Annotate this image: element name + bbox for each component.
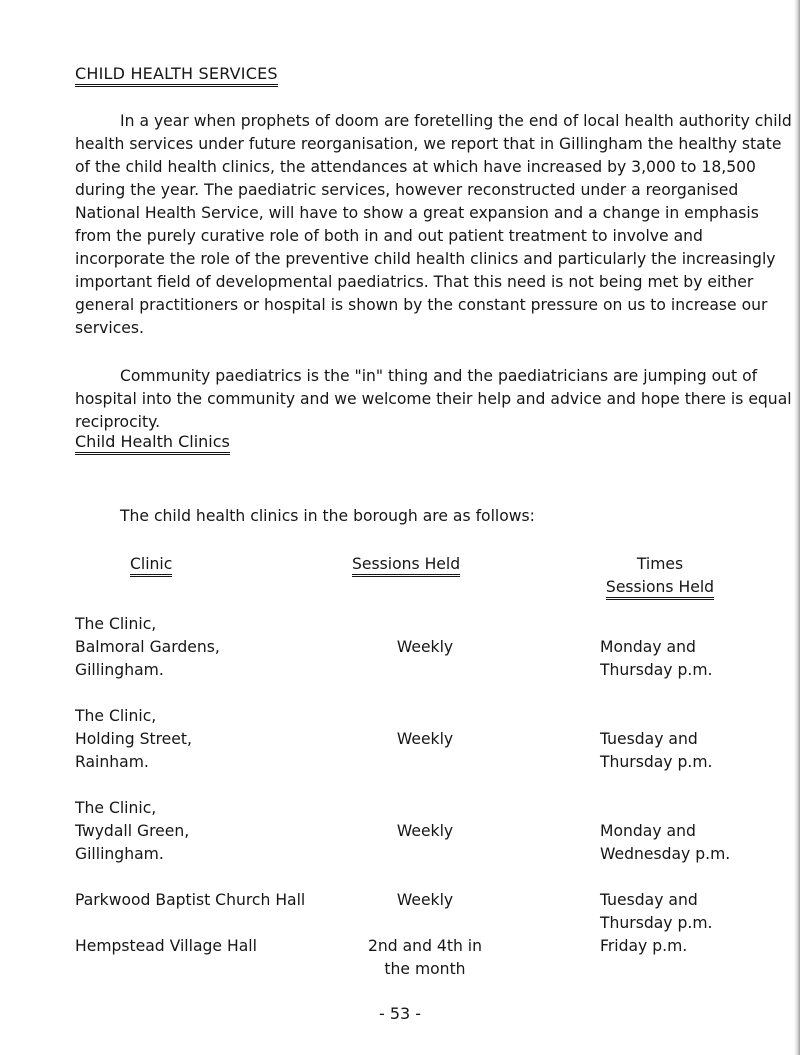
clinic-cell-line: The Clinic, (75, 799, 157, 817)
clinic-cell-line: Holding Street, (75, 730, 192, 748)
times-cell-line: Monday and (600, 638, 696, 656)
clinic-cell (75, 797, 345, 866)
clinic-cell-line: Rainham. (75, 753, 149, 771)
clinic-cell-line: Twydall Green, (75, 822, 190, 840)
times-cell (600, 820, 800, 866)
sessions-cell-line: Weekly (396, 891, 454, 909)
clinic-cell (75, 613, 345, 682)
clinic-cell-line: Gillingham. (75, 845, 164, 863)
column-header-times-line1: Times (636, 555, 684, 573)
times-cell-line: Tuesday and (600, 891, 698, 909)
clinic-cell-line: Parkwood Baptist Church Hall (75, 891, 306, 909)
paragraph-2: Community paediatrics is the "in" thing and the paediatricians are jumping out of hospital into the community and we welcome their help and advice and hope there is equal reciprocity. (75, 367, 792, 431)
section-subheading: Child Health Clinics (75, 432, 230, 455)
table-row (75, 705, 785, 797)
page-number: - 53 - (378, 1004, 422, 1023)
clinic-cell-line: The Clinic, (75, 615, 157, 633)
times-cell-line: Thursday p.m. (600, 914, 713, 932)
times-cell (600, 636, 800, 682)
times-cell-line: Thursday p.m. (600, 661, 713, 679)
table-row (75, 613, 785, 705)
page-heading: CHILD HEALTH SERVICES (75, 64, 278, 87)
column-header-clinic (130, 553, 210, 577)
times-cell (600, 728, 800, 774)
times-cell-line: Thursday p.m. (600, 753, 713, 771)
column-header-sessions (352, 553, 477, 577)
sessions-cell (325, 820, 525, 843)
sessions-cell-line: Weekly (396, 822, 454, 840)
times-cell (600, 889, 800, 935)
clinic-cell (75, 889, 345, 912)
clinic-cell-line: The Clinic, (75, 707, 157, 725)
table-row (75, 935, 785, 995)
sessions-cell (325, 889, 525, 912)
times-cell (600, 935, 800, 958)
table-intro: The child health clinics in the borough are as follows: (120, 507, 535, 525)
clinic-cell-line: Hempstead Village Hall (75, 937, 257, 955)
sessions-cell-line: Weekly (396, 730, 454, 748)
times-cell-line: Wednesday p.m. (600, 845, 731, 863)
times-cell-line: Tuesday and (600, 730, 698, 748)
table-row (75, 797, 785, 889)
sessions-cell-line: 2nd and 4th in (367, 937, 483, 955)
sessions-cell (325, 728, 525, 751)
sessions-cell (325, 636, 525, 659)
clinic-cell-line: Balmoral Gardens, (75, 638, 220, 656)
paragraph-1: In a year when prophets of doom are foretelling the end of local health authority child health services under future reorganisation, we report that in Gillingham the healthy state of the child health clinics, the attendances at which have increased by 3,000 to 18,500 during the year. The paediatric services, however reconstructed under a reorganised National Health Service, will have to show a great expansion and a change in emphasis from the purely curative role of both in and out patient treatment to involve and incorporate the role of the preventive child health clinics and particularly the increasingly important field of developmental paediatrics. That this need is not being met by either general practitioners or hospital is shown by the constant pressure on us to increase our services. (75, 112, 792, 337)
column-header-clinic-label: Clinic (130, 555, 172, 577)
times-cell-line: Friday p.m. (600, 937, 688, 955)
column-header-sessions-label: Sessions Held (352, 555, 460, 577)
sessions-cell (325, 935, 525, 981)
column-header-times (560, 553, 760, 600)
times-cell-line: Monday and (600, 822, 696, 840)
sessions-cell-line: Weekly (396, 638, 454, 656)
clinic-cell (75, 935, 345, 958)
sessions-cell-line: the month (384, 960, 466, 978)
table-row (75, 889, 785, 935)
clinic-cell (75, 705, 345, 774)
scan-edge-shadow (794, 0, 800, 1055)
clinic-cell-line: Gillingham. (75, 661, 164, 679)
column-header-times-line2: Sessions Held (606, 578, 714, 600)
clinic-table (75, 613, 785, 995)
